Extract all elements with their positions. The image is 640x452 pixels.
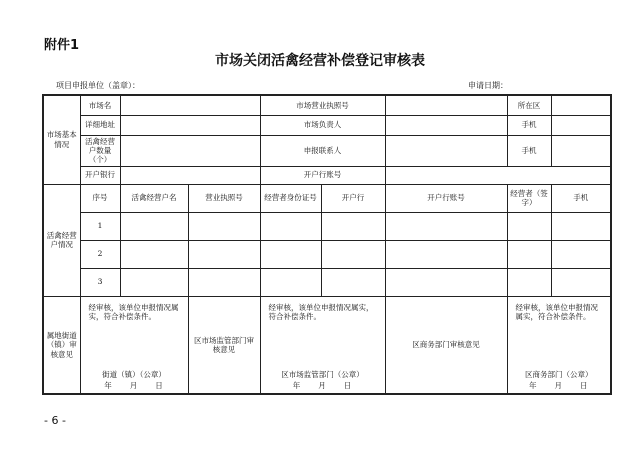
- contact-label: 申报联系人: [260, 135, 385, 166]
- market-dept-review-text: 经审核，该单位申报情况属实，符合补偿条件。: [268, 302, 374, 321]
- market-name-field[interactable]: [120, 95, 260, 115]
- account-field[interactable]: [385, 166, 611, 184]
- vendor-count-label: 活禽经营户数量（个）: [80, 135, 120, 166]
- page-number: - 6 -: [44, 414, 66, 427]
- id-number-cell[interactable]: [260, 240, 321, 268]
- id-number-cell[interactable]: [260, 212, 321, 240]
- contact-field[interactable]: [385, 135, 507, 166]
- account-cell[interactable]: [385, 268, 507, 296]
- commerce-dept-date-line: 年 月 日: [529, 380, 589, 390]
- business-license-label: 市场营业执照号: [260, 95, 385, 115]
- signature-cell[interactable]: [507, 212, 551, 240]
- id-number-cell[interactable]: [260, 268, 321, 296]
- commerce-dept-review-cell[interactable]: [507, 296, 611, 394]
- phone-cell[interactable]: [551, 268, 611, 296]
- form-title: 市场关闭活禽经营补偿登记审核表: [215, 53, 425, 69]
- account-label: 开户行账号: [260, 166, 385, 184]
- table-row: [43, 268, 611, 296]
- col-header-index: 序号: [80, 184, 120, 212]
- market-name-label: 市场名: [80, 95, 120, 115]
- bank-field[interactable]: [120, 166, 260, 184]
- col-header-bank: 开户行: [321, 184, 385, 212]
- table-row: [43, 240, 611, 268]
- address-field[interactable]: [120, 115, 260, 135]
- market-dept-seal-label: 区市场监管部门（公章）: [281, 369, 364, 379]
- vendor-name-cell[interactable]: [120, 212, 188, 240]
- phone-label-1: 手机: [507, 115, 551, 135]
- row-index: 2: [80, 240, 120, 268]
- manager-field[interactable]: [385, 115, 507, 135]
- signature-cell[interactable]: [507, 240, 551, 268]
- bank-label: 开户银行: [80, 166, 120, 184]
- district-label: 所在区: [507, 95, 551, 115]
- section-review-label: 属地街道（镇）审核意见: [43, 296, 80, 394]
- commerce-dept-label: 区商务部门审核意见: [385, 296, 507, 394]
- attachment-label: 附件1: [44, 38, 80, 53]
- bank-cell[interactable]: [321, 240, 385, 268]
- street-review-text: 经审核，该单位申报情况属实，符合补偿条件。: [88, 302, 179, 321]
- license-cell[interactable]: [188, 268, 260, 296]
- row-index: 3: [80, 268, 120, 296]
- account-cell[interactable]: [385, 240, 507, 268]
- street-date-line: 年 月 日: [104, 380, 164, 390]
- phone-field-2[interactable]: [551, 135, 611, 166]
- license-cell[interactable]: [188, 212, 260, 240]
- district-field[interactable]: [551, 95, 611, 115]
- section-basic-label: 市场基本情况: [43, 95, 80, 184]
- application-date-label: 申请日期：: [468, 81, 508, 90]
- address-label: 详细地址: [80, 115, 120, 135]
- market-dept-review-cell[interactable]: [260, 296, 385, 394]
- street-review-cell[interactable]: [80, 296, 188, 394]
- col-header-account: 开户行账号: [385, 184, 507, 212]
- street-seal-label: 街道（镇）（公章）: [102, 369, 166, 379]
- license-cell[interactable]: [188, 240, 260, 268]
- phone-field-1[interactable]: [551, 115, 611, 135]
- col-header-id-number: 经营者身份证号: [260, 184, 321, 212]
- table-row: [43, 212, 611, 240]
- bank-cell[interactable]: [321, 212, 385, 240]
- review-form-table: [42, 94, 612, 395]
- commerce-dept-seal-label: 区商务部门（公章）: [525, 369, 593, 379]
- phone-label-2: 手机: [507, 135, 551, 166]
- col-header-signature: 经营者（签字）: [507, 184, 551, 212]
- bank-cell[interactable]: [321, 268, 385, 296]
- vendor-name-cell[interactable]: [120, 240, 188, 268]
- phone-cell[interactable]: [551, 240, 611, 268]
- phone-cell[interactable]: [551, 212, 611, 240]
- section-vendor-label: 活禽经营户情况: [43, 184, 80, 296]
- signature-cell[interactable]: [507, 268, 551, 296]
- vendor-name-cell[interactable]: [120, 268, 188, 296]
- col-header-license: 营业执照号: [188, 184, 260, 212]
- applicant-label: 项目申报单位（盖章）：: [56, 81, 140, 90]
- row-index: 1: [80, 212, 120, 240]
- col-header-phone: 手机: [551, 184, 611, 212]
- market-dept-date-line: 年 月 日: [292, 380, 353, 390]
- manager-label: 市场负责人: [260, 115, 385, 135]
- account-cell[interactable]: [385, 212, 507, 240]
- col-header-vendor-name: 活禽经营户名: [120, 184, 188, 212]
- commerce-dept-review-text: 经审核，该单位申报情况属实，符合补偿条件。: [515, 302, 598, 321]
- vendor-count-field[interactable]: [120, 135, 260, 166]
- market-dept-label: 区市场监管部门审核意见: [188, 296, 260, 394]
- business-license-field[interactable]: [385, 95, 507, 115]
